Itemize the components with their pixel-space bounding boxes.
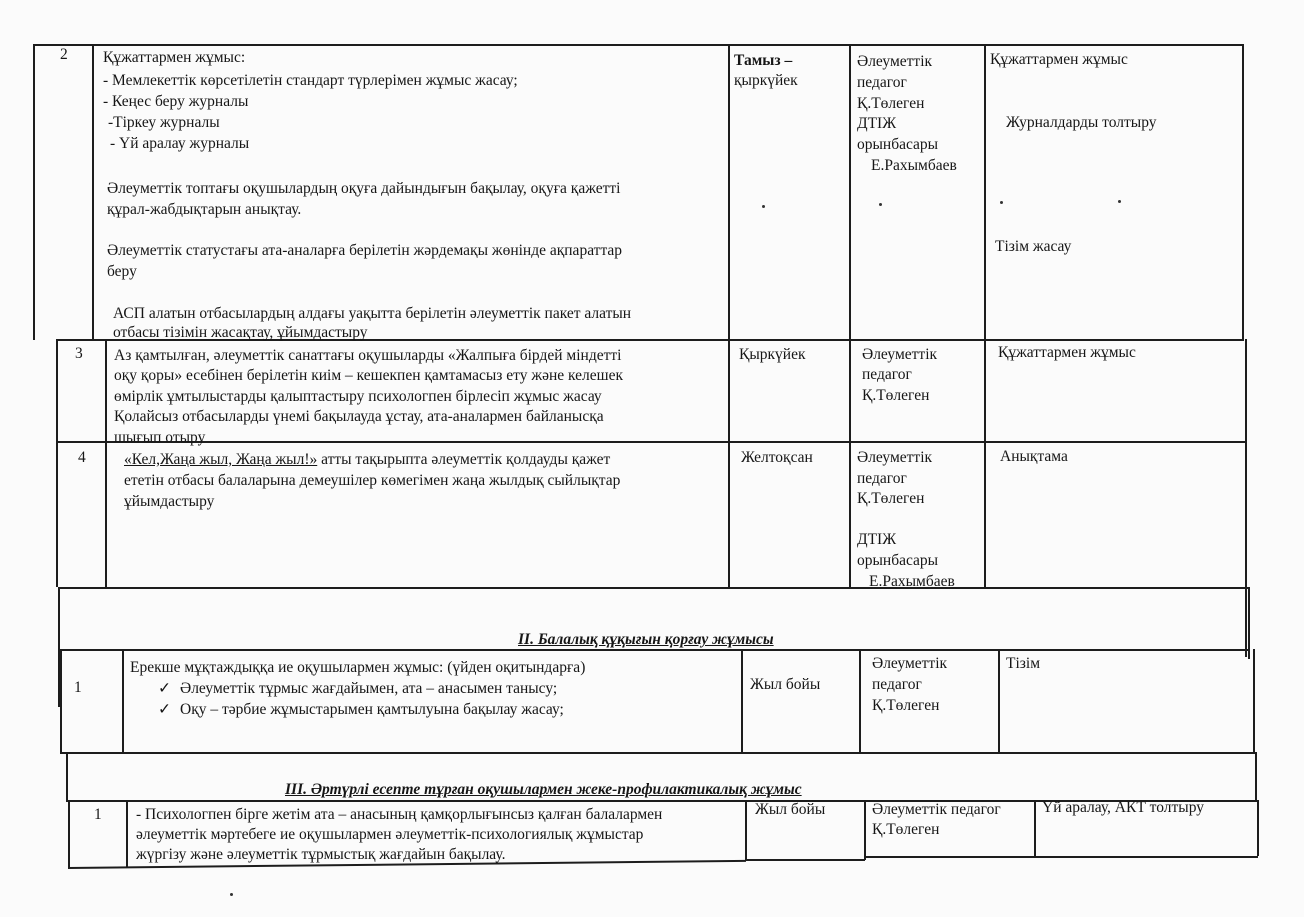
row-responsible-line: Қ.Төлеген — [857, 95, 925, 112]
row-date-line: Тамыз – — [734, 52, 793, 69]
row-content-line: құрал-жабдықтарын анықтау. — [107, 201, 302, 218]
row-content-line: өмірлік ұмтылыстарды қалыптастыру психологпен бірлесіп жұмыс жасау — [114, 388, 602, 405]
table-border — [864, 856, 1258, 858]
table-border — [1242, 44, 1244, 340]
table-border — [126, 800, 128, 868]
row-content-line: әлеуметтік мәртебеге ие оқушылармен әлеуметтік-психологиялық жұмыстар — [136, 826, 644, 843]
row-responsible-line: Қ.Төлеген — [872, 821, 940, 838]
check-icon: ✓ — [158, 680, 171, 697]
row-content-line: Құжаттармен жұмыс: — [103, 49, 246, 66]
scan-speck — [230, 893, 233, 896]
row-number: 4 — [78, 449, 86, 466]
table-border — [60, 649, 62, 753]
row-number: 1 — [74, 679, 82, 696]
row-content-line: АСП алатын отбасылардың алдағы уақытта берілетін әлеуметтік пакет алатын — [113, 305, 632, 322]
row-responsible-line: орынбасары — [857, 136, 939, 153]
row-content-line: отбасы тізімін жасақтау, ұйымдастыру — [113, 324, 368, 341]
row-result-line: Анықтама — [1000, 448, 1068, 465]
row-result-line: Құжаттармен жұмыс — [998, 344, 1136, 361]
row-responsible-line: Әлеуметтік — [857, 53, 933, 70]
row-content-line: Аз қамтылған, әлеуметтік санаттағы оқушыларды «Жалпыға бірдей міндетті — [114, 347, 622, 364]
section-title: ІІІ. Әртүрлі есепте тұрған оқушылармен жеке-профилактикалық жұмыс — [285, 781, 802, 798]
table-border — [741, 649, 743, 753]
check-icon: ✓ — [158, 701, 171, 718]
row-responsible-line: Е.Рахымбаев — [871, 157, 957, 174]
row-content-line: Ерекше мұқтаждыққа ие оқушылармен жұмыс: (үйден оқитындарға) — [130, 659, 586, 676]
row-number: 3 — [75, 345, 83, 362]
section-title: ІІ. Балалық құқығын қорғау жұмысы — [518, 631, 774, 648]
row-number: 2 — [60, 46, 68, 63]
table-border — [33, 44, 1243, 46]
row-date-line: Жыл бойы — [750, 676, 821, 693]
table-border — [1253, 649, 1255, 753]
row-responsible-line: Қ.Төлеген — [857, 490, 925, 507]
row-content-line: беру — [107, 263, 137, 280]
table-border — [864, 800, 866, 860]
row-result-line: Үй аралау, АКТ толтыру — [1042, 799, 1204, 816]
table-border — [58, 441, 1246, 443]
row-responsible-line: Е.Рахымбаев — [869, 573, 955, 590]
table-border — [984, 44, 986, 587]
row-content-line: «Кел,Жаңа жыл, Жаңа жыл!» атты тақырыпта әлеуметтік қолдауды қажет — [124, 451, 611, 468]
scan-speck — [762, 205, 765, 208]
table-border — [728, 44, 730, 587]
row-date-line: Желтоқсан — [741, 449, 813, 466]
checklist-item: ✓ Оқу – тәрбие жұмыстарымен қамтылуына бақылау жасау; — [158, 701, 564, 718]
scan-speck — [1118, 200, 1121, 203]
row-content-line: - Мемлекеттік көрсетілетін стандарт түрлерімен жұмыс жасау; — [103, 72, 518, 89]
row-content-line: ететін отбасы балаларына демеушілер көмегімен жаңа жылдық сыйлықтар — [124, 472, 621, 489]
row-responsible-line: Әлеуметтік — [862, 346, 938, 363]
scan-speck — [1000, 201, 1003, 204]
table-border — [1245, 339, 1247, 657]
table-border — [745, 800, 747, 860]
row-content-line: Әлеуметтік статустағы ата-аналарға берілетін жәрдемақы жөнінде ақпараттар — [107, 242, 623, 259]
row-responsible-line: ДТІЖ — [857, 531, 897, 548]
row-content-line: -Тіркеу журналы — [108, 114, 220, 131]
row-responsible-line: ДТІЖ — [857, 115, 897, 132]
row-content-line: оқу қоры» есебінен берілетін киім – кешекпен қамтамасыз ету және келешек — [114, 367, 623, 384]
row-date-line: қыркүйек — [734, 72, 798, 89]
table-border — [859, 649, 861, 753]
row-result-line: Тізім жасау — [995, 238, 1072, 255]
row-content-line: - Кеңес беру журналы — [103, 93, 249, 110]
table-border — [745, 859, 865, 861]
row-responsible-line: педагог — [857, 470, 907, 487]
table-border — [60, 752, 1255, 754]
row-content-line: ұйымдастыру — [124, 493, 215, 510]
row-result-line: Тізім — [1006, 655, 1041, 672]
row-number: 1 — [94, 806, 102, 823]
row-responsible-line: Қ.Төлеген — [862, 387, 930, 404]
row-responsible-line: Қ.Төлеген — [872, 697, 940, 714]
table-border — [58, 587, 1248, 589]
table-border — [105, 339, 107, 587]
table-border — [122, 649, 124, 753]
row-result-line: Құжаттармен жұмыс — [990, 51, 1128, 68]
table-border — [92, 44, 94, 340]
row-responsible-line: Әлеуметтік — [857, 449, 933, 466]
table-border — [1034, 800, 1036, 856]
table-border — [998, 649, 1000, 753]
table-border — [59, 649, 1249, 651]
table-border — [1255, 752, 1257, 802]
row-responsible-line: педагог — [857, 74, 907, 91]
row-content-line: Әлеуметтік топтағы оқушылардың оқуға дайындығын бақылау, оқуға қажетті — [107, 180, 621, 197]
row-responsible-line: педагог — [872, 676, 922, 693]
row-content-line: жүргізу және әлеуметтік тұрмыстық жағдайын бақылау. — [136, 846, 506, 863]
row-responsible-line: Әлеуметтік — [872, 655, 948, 672]
table-border — [849, 44, 851, 587]
row-content-line: шығып отыру — [114, 429, 206, 446]
event-title-link: «Кел,Жаңа жыл, Жаңа жыл!» — [124, 451, 318, 468]
row-responsible-line: Әлеуметтік педагог — [872, 801, 1001, 818]
checklist-item: ✓ Әлеуметтік тұрмыс жағдайымен, ата – анасымен танысу; — [158, 680, 558, 697]
row-result-line: Журналдарды толтыру — [1006, 114, 1157, 131]
scan-speck — [879, 203, 882, 206]
row-content-line: - Психологпен бірге жетім ата – анасының қамқорлығынсыз қалған балалармен — [136, 806, 663, 823]
row-date-line: Қыркүйек — [739, 346, 806, 363]
row-responsible-line: орынбасары — [857, 552, 939, 569]
table-border — [33, 44, 35, 340]
row-content-line: Қолайсыз отбасыларды үнемі бақылауда ұстау, ата-аналармен байланысқа — [114, 408, 604, 425]
table-border — [68, 800, 70, 868]
table-border — [1257, 800, 1259, 856]
row-responsible-line: педагог — [862, 366, 912, 383]
row-date-line: Жыл бойы — [755, 801, 826, 818]
table-border — [66, 752, 68, 802]
row-content-line: - Үй аралау журналы — [110, 135, 250, 152]
table-border — [56, 339, 58, 587]
